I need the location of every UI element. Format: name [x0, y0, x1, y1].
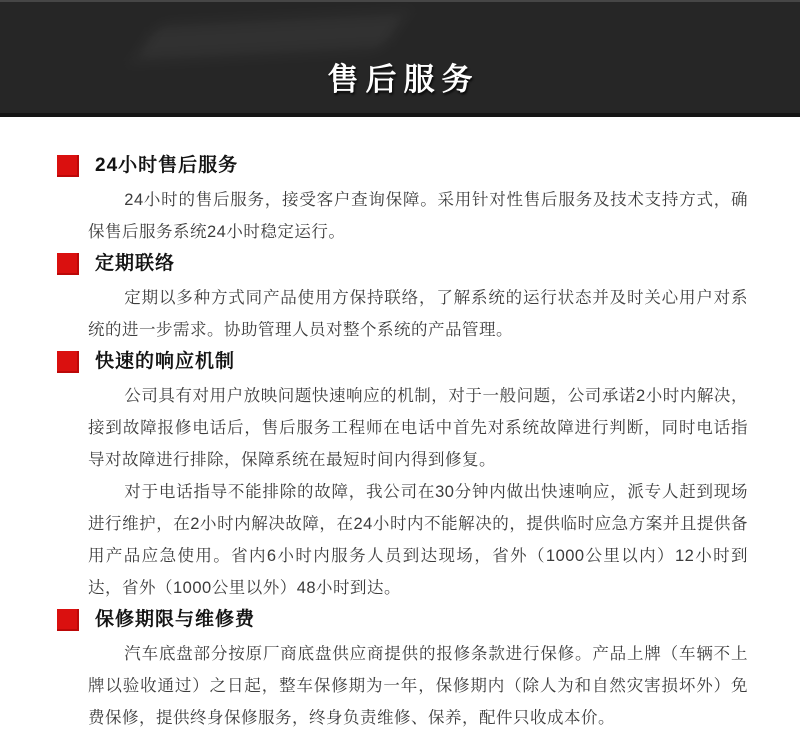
section-body — [88, 638, 748, 734]
section-heading: 24小时售后服务 — [95, 155, 239, 176]
section-regular-contact — [57, 251, 748, 346]
section-heading: 快速的响应机制 — [95, 351, 236, 372]
section-body — [88, 184, 748, 248]
content — [0, 117, 800, 734]
section-heading-row — [57, 153, 748, 179]
red-square-bullet-icon — [57, 351, 79, 373]
section-24h-service — [57, 153, 748, 248]
section-heading-row — [57, 251, 748, 277]
red-square-bullet-icon — [57, 609, 79, 631]
red-square-bullet-icon — [57, 155, 79, 177]
paragraph: 定期以多种方式同产品使用方保持联络，了解系统的运行状态并及时关心用户对系统的进一步需求。协助管理人员对整个系统的产品管理。 — [88, 289, 748, 339]
section-heading-row — [57, 607, 748, 633]
section-heading-row — [57, 349, 748, 375]
paragraph: 公司具有对用户放映问题快速响应的机制，对于一般问题，公司承诺2小时内解决，接到故障报修电话后，售后服务工程师在电话中首先对系统故障进行判断，同时电话指导对故障进行排除，保障系统在最短时间内得到修复。 — [88, 387, 748, 469]
paragraph: 对于电话指导不能排除的故障，我公司在30分钟内做出快速响应，派专人赶到现场进行维护，在2小时内解决故障，在24小时内不能解决的，提供临时应急方案并且提供备用产品应急使用。省内6小时内服务人员到达现场，省外（1000公里以内）12小时到达，省外（1000公里以外）48小时到达。 — [88, 483, 748, 597]
section-body — [88, 380, 748, 604]
section-heading: 定期联络 — [95, 253, 176, 274]
section-body — [88, 282, 748, 346]
paragraph: 24小时的售后服务，接受客户查询保障。采用针对性售后服务及技术支持方式，确保售后服务系统24小时稳定运行。 — [88, 191, 748, 241]
section-fast-response — [57, 349, 748, 604]
section-warranty — [57, 607, 748, 734]
paragraph: 汽车底盘部分按原厂商底盘供应商提供的报修条款进行保修。产品上牌（车辆不上牌以验收通过）之日起，整车保修期为一年，保修期内（除人为和自然灾害损坏外）免费保修，提供终身保修服务，终身负责维修、保养，配件只收成本价。 — [88, 645, 748, 727]
header-banner — [0, 0, 800, 117]
red-square-bullet-icon — [57, 253, 79, 275]
page-title: 售后服务 — [327, 62, 480, 97]
section-heading: 保修期限与维修费 — [95, 609, 256, 630]
